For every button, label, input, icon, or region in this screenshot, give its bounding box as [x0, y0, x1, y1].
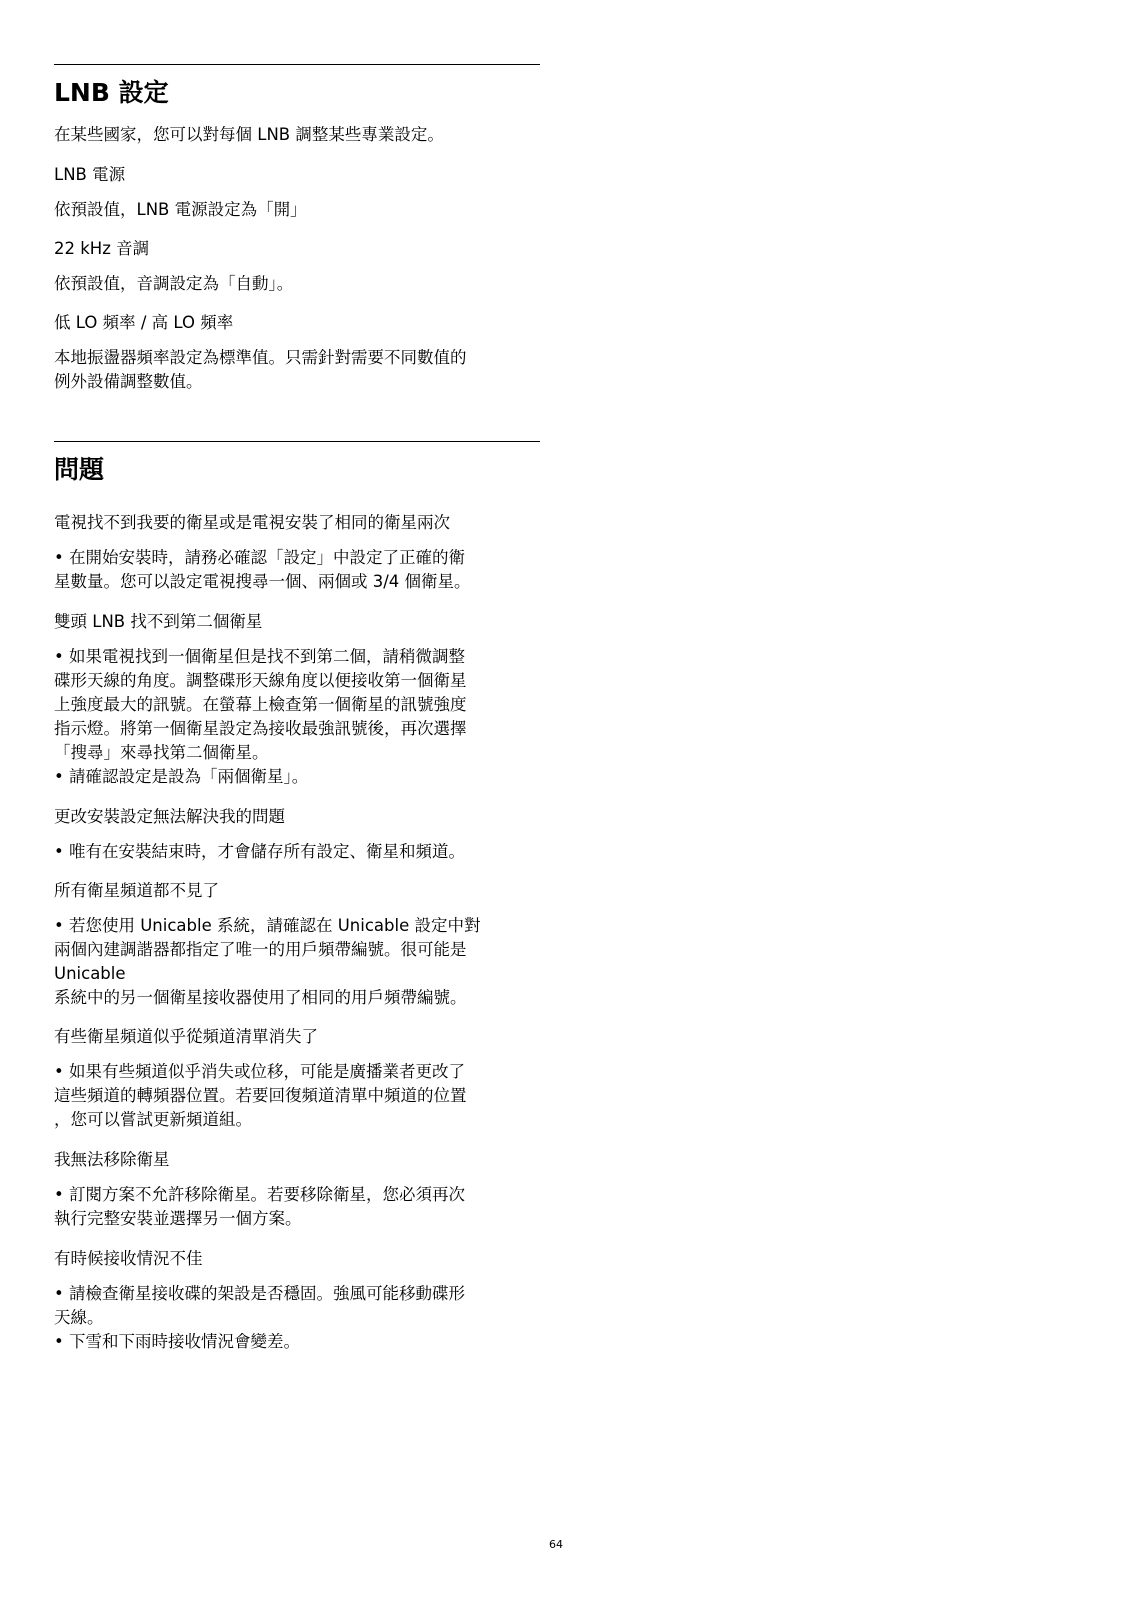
- problem-answer-5-line-2: 這些頻道的轉頻器位置。若要回復頻道清單中頻道的位置: [54, 1086, 467, 1105]
- problem-answer-2-line-4: 指示燈。將第一個衛星設定為接收最強訊號後，再次選擇: [54, 719, 467, 738]
- problem-answer-4-line-2: 兩個內建調諧器都指定了唯一的用戶頻帶編號。很可能是: [54, 940, 467, 959]
- section-divider: [54, 441, 540, 442]
- problem-answer-7-line-2: 天線。: [54, 1308, 104, 1327]
- problem-answer-4-line-4: 系統中的另一個衛星接收器使用了相同的用戶頻帶編號。: [54, 988, 467, 1007]
- problems-title: 問題: [54, 455, 105, 484]
- problem-answer-6-line-1: • 訂閱方案不允許移除衛星。若要移除衛星，您必須再次: [54, 1185, 465, 1204]
- problem-answer-1-line-2: 星數量。您可以設定電視搜尋一個、兩個或 3/4 個衛星。: [54, 572, 471, 591]
- problem-heading-5: 有些衛星頻道似乎從頻道清單消失了: [54, 1027, 318, 1046]
- lnb-intro-text: 在某些國家，您可以對每個 LNB 調整某些專業設定。: [54, 125, 444, 144]
- lnb-power-heading: LNB 電源: [54, 165, 126, 184]
- problem-heading-6: 我無法移除衛星: [54, 1150, 170, 1169]
- problem-answer-4-line-1: • 若您使用 Unicable 系統，請確認在 Unicable 設定中對: [54, 916, 481, 935]
- problem-answer-5-line-3: ，您可以嘗試更新頻道組。: [54, 1110, 252, 1129]
- problem-heading-7: 有時候接收情況不佳: [54, 1249, 203, 1268]
- problem-answer-4-line-3: Unicable: [54, 964, 126, 983]
- problem-answer-2-line-2: 碟形天線的角度。調整碟形天線角度以便接收第一個衛星: [54, 671, 467, 690]
- problems-section: [54, 441, 540, 1351]
- problem-answer-6-line-2: 執行完整安裝並選擇另一個方案。: [54, 1209, 302, 1228]
- tone-heading: 22 kHz 音調: [54, 239, 150, 258]
- problem-answer-5-line-1: • 如果有些頻道似乎消失或位移，可能是廣播業者更改了: [54, 1062, 465, 1081]
- problem-answer-3-line-1: • 唯有在安裝結束時，才會儲存所有設定、衛星和頻道。: [54, 842, 465, 861]
- lo-frequency-text-line-2: 例外設備調整數值。: [54, 372, 203, 391]
- problem-answer-2-line-6: • 請確認設定是設為「兩個衛星」。: [54, 767, 309, 786]
- page-number: 64: [549, 1538, 563, 1551]
- problem-answer-1-line-1: • 在開始安裝時，請務必確認「設定」中設定了正確的衛: [54, 548, 465, 567]
- problem-answer-2-line-5: 「搜尋」來尋找第二個衛星。: [54, 743, 269, 762]
- problem-answer-7-line-3: • 下雪和下雨時接收情況會變差。: [54, 1332, 300, 1351]
- lo-frequency-text-line-1: 本地振盪器頻率設定為標準值。只需針對需要不同數值的: [54, 348, 467, 367]
- problem-heading-2: 雙頭 LNB 找不到第二個衛星: [54, 612, 263, 631]
- tone-text: 依預設值，音調設定為「自動」。: [54, 274, 294, 293]
- lnb-power-text: 依預設值，LNB 電源設定為「開」: [54, 200, 307, 219]
- lo-frequency-heading: 低 LO 頻率 / 高 LO 頻率: [54, 313, 234, 332]
- problem-heading-4: 所有衛星頻道都不見了: [54, 881, 219, 900]
- problem-answer-2-line-1: • 如果電視找到一個衛星但是找不到第二個，請稍微調整: [54, 647, 465, 666]
- problem-answer-2-line-3: 上強度最大的訊號。在螢幕上檢查第一個衛星的訊號強度: [54, 695, 467, 714]
- lnb-settings-section: [54, 64, 540, 391]
- problem-heading-3: 更改安裝設定無法解決我的問題: [54, 807, 285, 826]
- problem-answer-7-line-1: • 請檢查衛星接收碟的架設是否穩固。強風可能移動碟形: [54, 1284, 465, 1303]
- lnb-settings-title: LNB 設定: [54, 78, 169, 107]
- section-divider: [54, 64, 540, 65]
- problem-heading-1: 電視找不到我要的衛星或是電視安裝了相同的衛星兩次: [54, 513, 450, 532]
